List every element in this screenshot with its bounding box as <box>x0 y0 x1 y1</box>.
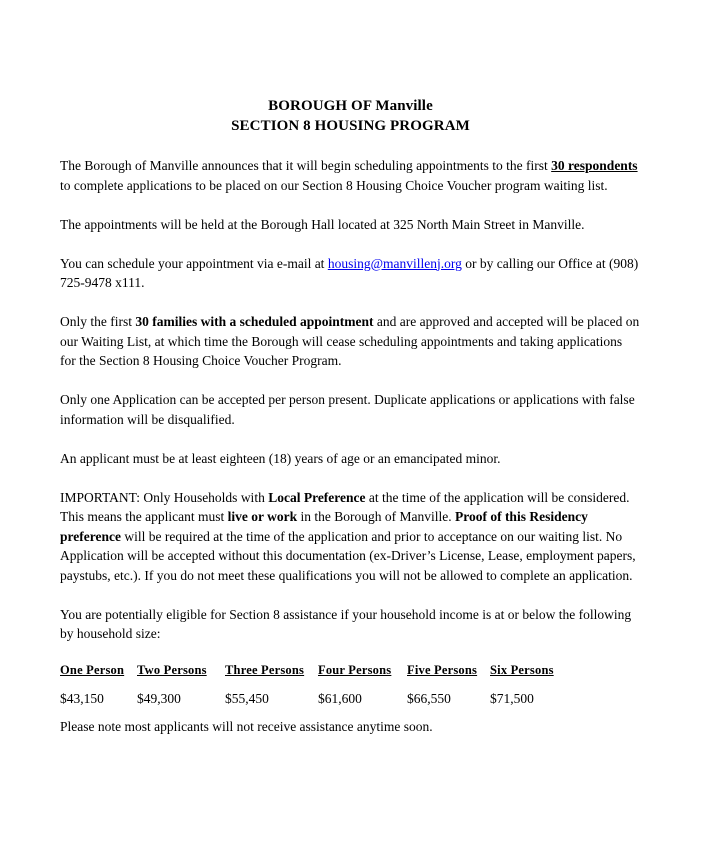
income-table-header-two-persons: Two Persons <box>137 663 207 677</box>
text-segment: IMPORTANT: Only Households with <box>60 489 269 505</box>
income-table-header-six-persons: Six Persons <box>490 663 554 677</box>
income-table-header-one-person: One Person <box>60 663 125 677</box>
text-segment: or by calling our Office at (908) 725-9478 x111. <box>60 255 639 290</box>
paragraph-important <box>60 488 641 586</box>
paragraph-intro <box>60 156 641 195</box>
paragraph-waiting-list <box>60 312 641 371</box>
income-table-value-four-persons: $61,600 <box>318 691 362 706</box>
text-segment-bold: Proof of this Residency preference <box>60 509 588 544</box>
income-table-value-two-persons: $49,300 <box>137 691 181 706</box>
income-table-header-five-persons: Five Persons <box>407 663 478 677</box>
paragraph-closing-note: Please note most applicants will not receive assistance anytime soon. <box>60 719 433 734</box>
income-table-header-four-persons: Four Persons <box>318 663 392 677</box>
paragraph-eligibility: You are potentially eligible for Section 8 assistance if your household income is at or below the following by household size: <box>60 606 632 641</box>
paragraph-age-requirement: An applicant must be at least eighteen (18) years of age or an emancipated minor. <box>60 450 501 466</box>
income-limits-table <box>60 663 620 713</box>
text-segment-bold: live or work <box>227 509 298 524</box>
text-segment: in the Borough of Manville. <box>297 509 455 524</box>
document-page <box>60 97 641 756</box>
income-table-header-three-persons: Three Persons <box>225 663 305 677</box>
document-title <box>60 97 641 136</box>
income-table-value-row <box>60 691 620 713</box>
text-segment: to complete applications to be placed on our Section 8 Housing Choice Voucher program waiting list. <box>60 177 608 193</box>
text-segment-bold-underline: 30 respondents <box>551 158 638 173</box>
text-segment: The Borough of Manville announces that it will begin scheduling appointments to the first <box>60 158 552 173</box>
text-segment-bold: Local Preference <box>268 489 366 505</box>
income-table-value-six-persons: $71,500 <box>490 691 534 706</box>
text-segment: You can schedule your appointment via e-mail at <box>60 255 328 271</box>
income-table-header-row <box>60 663 620 691</box>
document-title-line1: BOROUGH OF Manville <box>268 98 433 114</box>
income-table-value-five-persons: $66,550 <box>407 691 451 706</box>
email-link[interactable]: housing@manvillenj.org <box>327 255 462 271</box>
income-table-value-three-persons: $55,450 <box>225 691 269 706</box>
document-title-line2: SECTION 8 HOUSING PROGRAM <box>231 117 470 134</box>
text-segment: and are approved and accepted will be placed on our Waiting List, at which time the Borough will cease scheduling appointments and taking applications for the Section 8 Housing Choice Voucher Program. <box>60 314 640 368</box>
text-segment: at the time of the application will be considered. This means the applicant must <box>60 489 630 524</box>
text-segment-bold: 30 families with a scheduled appointment <box>135 314 374 329</box>
text-segment: Only the first <box>60 314 136 329</box>
income-table-value-one-person: $43,150 <box>60 691 104 706</box>
text-segment: will be required at the time of the application and prior to acceptance on our waiting list. No Application will be accepted without this documentation (ex-Driver’s License, Lease, employment papers, paystubs, etc.). If you do not meet these qualifications you will not be allowed to complete an application. <box>60 528 636 583</box>
paragraph-location: The appointments will be held at the Borough Hall located at 325 North Main Street in Manville. <box>60 216 585 232</box>
paragraph-one-application: Only one Application can be accepted per person present. Duplicate applications or applications with false information will be disqualified. <box>60 392 635 427</box>
paragraph-contact <box>60 254 641 293</box>
